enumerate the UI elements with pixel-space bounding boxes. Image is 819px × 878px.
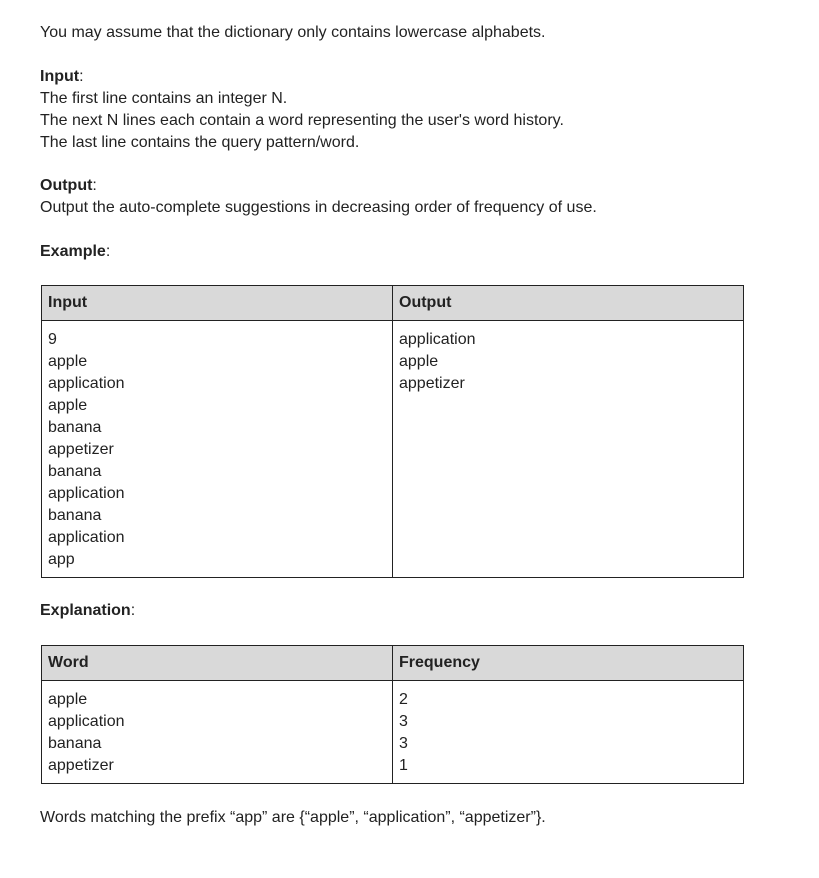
input-desc-line: The last line contains the query pattern/word.: [40, 134, 360, 151]
example-input-line: 9: [48, 331, 57, 348]
example-output-line: application: [399, 331, 476, 348]
explanation-word: appetizer: [48, 757, 114, 774]
example-input-line: appetizer: [48, 441, 114, 458]
example-heading-colon: :: [105, 243, 111, 260]
example-input-line: banana: [48, 463, 102, 480]
explanation-word: application: [48, 713, 125, 730]
example-input-line: apple: [48, 353, 88, 370]
explanation-table-header-row: [42, 646, 744, 681]
explanation-frequency: 3: [399, 735, 408, 752]
example-table-header-row: [42, 286, 744, 321]
example-input-line: application: [48, 529, 125, 546]
footer-note: Words matching the prefix “app” are {“apple”, “application”, “appetizer”}.: [40, 809, 546, 826]
example-output-line: appetizer: [399, 375, 465, 392]
explanation-table-header-word: Word: [42, 646, 393, 681]
example-input-line: banana: [48, 419, 102, 436]
example-input-line: application: [48, 375, 125, 392]
example-input-cell: [42, 321, 393, 578]
example-input-line: app: [48, 551, 75, 568]
input-heading-label: Input: [40, 68, 80, 85]
explanation-word: banana: [48, 735, 102, 752]
explanation-frequency-cell: [393, 681, 744, 784]
explanation-heading-label: Explanation: [40, 602, 131, 619]
output-desc-line: Output the auto-complete suggestions in decreasing order of frequency of use.: [40, 199, 597, 216]
output-heading-colon: :: [92, 177, 97, 194]
example-input-line: application: [48, 485, 125, 502]
output-heading: [40, 175, 97, 197]
input-desc-line: The next N lines each contain a word representing the user's word history.: [40, 112, 564, 129]
explanation-table-row: [42, 681, 744, 784]
example-table-header-input: Input: [42, 286, 393, 321]
example-heading: [40, 241, 110, 263]
output-heading-label: Output: [40, 177, 93, 194]
explanation-heading: [40, 600, 135, 622]
input-heading-colon: :: [79, 68, 84, 85]
intro-text: You may assume that the dictionary only contains lowercase alphabets.: [40, 24, 546, 41]
input-heading: [40, 66, 84, 88]
explanation-frequency: 3: [399, 713, 408, 730]
explanation-word: apple: [48, 691, 88, 708]
explanation-word-cell: [42, 681, 393, 784]
explanation-heading-colon: :: [130, 602, 136, 619]
explanation-frequency: 2: [399, 691, 408, 708]
explanation-table: [41, 645, 744, 784]
example-table-row: [42, 321, 744, 578]
example-output-cell: [393, 321, 744, 578]
explanation-frequency: 1: [399, 757, 408, 774]
example-input-line: banana: [48, 507, 102, 524]
example-table: [41, 285, 744, 578]
explanation-table-header-frequency: Frequency: [393, 646, 744, 681]
example-output-line: apple: [399, 353, 439, 370]
input-desc-line: The first line contains an integer N.: [40, 90, 288, 107]
example-input-line: apple: [48, 397, 88, 414]
example-table-header-output: Output: [393, 286, 744, 321]
example-heading-label: Example: [40, 243, 106, 260]
